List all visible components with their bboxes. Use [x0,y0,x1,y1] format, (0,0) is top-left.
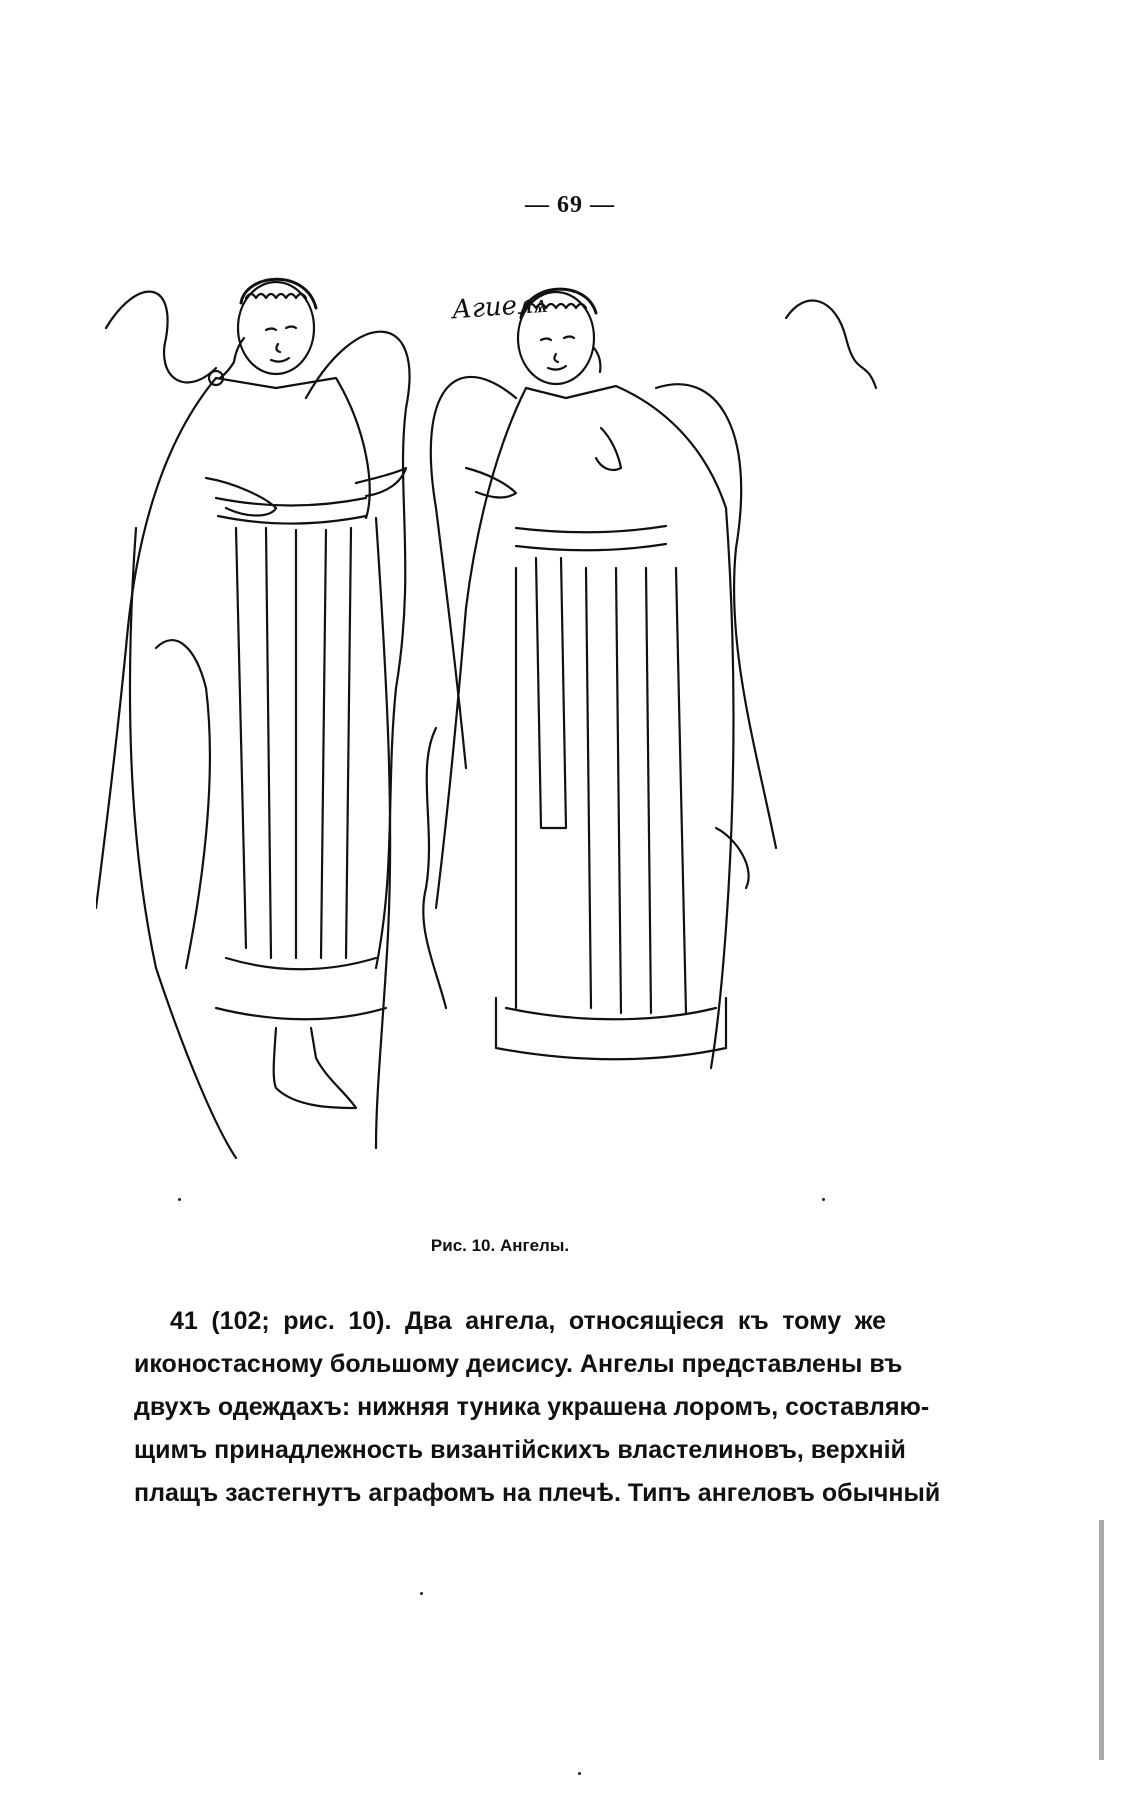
text-line: двухъ одеждахъ: нижняя туника украшена лоромъ, составляю- [134,1393,930,1421]
page-number: — 69 — [525,192,615,218]
text-line: плащъ застегнутъ аграфомъ на плечѣ. Типъ ангеловъ обычный [134,1479,941,1507]
right-angel-drawing [423,289,876,1068]
scan-edge-mark [1099,1520,1104,1760]
angels-illustration [96,268,896,1228]
body-paragraph [134,1300,941,1515]
scan-speck [578,1772,581,1775]
scan-speck [822,1198,825,1201]
text-line: 41 (102; рис. 10). Два ангела, относящіеся къ тому же [170,1307,886,1335]
figure-inscription: Агиелѧ [451,288,549,326]
left-angel-drawing [96,279,410,1158]
text-line: щимъ принадлежность византійскихъ властелиновъ, верхній [134,1436,906,1464]
scan-speck [178,1198,181,1201]
text-line: иконостасному большому деисису. Ангелы представлены въ [134,1350,903,1378]
scan-speck [420,1592,423,1595]
figure-caption: Рис. 10. Ангелы. [430,1236,570,1255]
